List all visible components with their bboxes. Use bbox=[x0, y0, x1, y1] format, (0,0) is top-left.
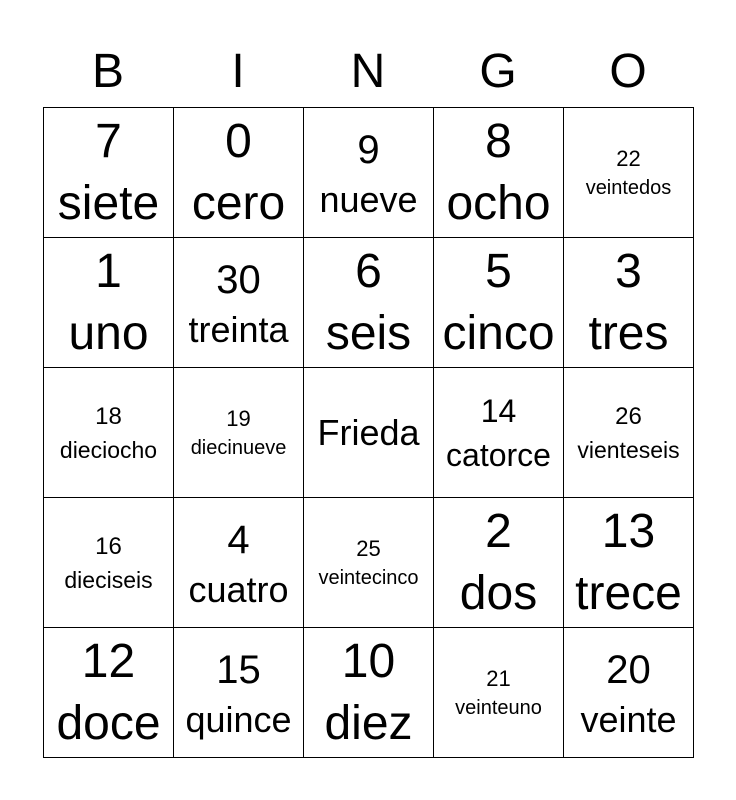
cell-word: dos bbox=[459, 566, 538, 620]
cell-number: 30 bbox=[216, 257, 261, 302]
bingo-cell-b1[interactable] bbox=[44, 108, 174, 238]
header-letter-i: I bbox=[231, 45, 245, 98]
bingo-cell-g3[interactable] bbox=[434, 368, 564, 498]
cell-number: 6 bbox=[355, 244, 382, 298]
cell-word: veintedos bbox=[585, 176, 672, 199]
cell-number: 4 bbox=[227, 517, 250, 562]
free-space-cell[interactable] bbox=[304, 368, 434, 498]
cell-word: cero bbox=[191, 176, 286, 230]
cell-word: trece bbox=[575, 566, 682, 620]
cell-word: nueve bbox=[319, 178, 418, 220]
bingo-cell-i5[interactable] bbox=[174, 628, 304, 758]
bingo-cell-i1[interactable] bbox=[174, 108, 304, 238]
free-space-label: Frieda bbox=[317, 411, 420, 453]
cell-word: treinta bbox=[188, 308, 289, 350]
cell-word: dieciocho bbox=[59, 436, 158, 463]
bingo-board bbox=[43, 107, 694, 758]
cell-word: veinteuno bbox=[455, 696, 542, 719]
cell-number: 15 bbox=[216, 647, 261, 692]
cell-word: doce bbox=[56, 696, 161, 750]
cell-number: 2 bbox=[485, 504, 512, 558]
cell-number: 5 bbox=[485, 244, 512, 298]
header-letter-g: G bbox=[479, 45, 517, 98]
cell-number: 21 bbox=[486, 665, 511, 691]
cell-word: ocho bbox=[446, 176, 551, 230]
cell-word: diecinueve bbox=[190, 436, 287, 459]
cell-number: 9 bbox=[357, 127, 380, 172]
cell-word: uno bbox=[68, 306, 149, 360]
bingo-cell-o2[interactable] bbox=[564, 238, 694, 368]
bingo-header bbox=[43, 40, 693, 104]
cell-number: 10 bbox=[341, 634, 396, 688]
cell-word: cuatro bbox=[188, 568, 289, 610]
cell-number: 8 bbox=[485, 114, 512, 168]
bingo-cell-g2[interactable] bbox=[434, 238, 564, 368]
bingo-cell-o5[interactable] bbox=[564, 628, 694, 758]
cell-word: cinco bbox=[442, 306, 555, 360]
cell-number: 16 bbox=[95, 532, 122, 560]
bingo-cell-n2[interactable] bbox=[304, 238, 434, 368]
header-letter-b: B bbox=[91, 45, 124, 98]
bingo-cell-o3[interactable] bbox=[564, 368, 694, 498]
header-letter-o: O bbox=[609, 45, 647, 98]
bingo-cell-n5[interactable] bbox=[304, 628, 434, 758]
cell-word: vienteseis bbox=[577, 436, 680, 463]
cell-word: tres bbox=[588, 306, 669, 360]
bingo-cell-b3[interactable] bbox=[44, 368, 174, 498]
bingo-cell-o1[interactable] bbox=[564, 108, 694, 238]
cell-number: 13 bbox=[601, 504, 656, 558]
cell-word: seis bbox=[325, 306, 412, 360]
cell-word: siete bbox=[57, 176, 160, 230]
cell-word: quince bbox=[185, 698, 292, 740]
cell-number: 18 bbox=[95, 402, 122, 430]
bingo-cell-g4[interactable] bbox=[434, 498, 564, 628]
cell-number: 22 bbox=[616, 145, 641, 171]
cell-number: 12 bbox=[81, 634, 136, 688]
cell-word: catorce bbox=[446, 436, 551, 473]
bingo-cell-g5[interactable] bbox=[434, 628, 564, 758]
cell-number: 19 bbox=[226, 405, 251, 431]
bingo-cell-n4[interactable] bbox=[304, 498, 434, 628]
cell-number: 7 bbox=[95, 114, 122, 168]
cell-word: veinte bbox=[580, 698, 677, 740]
cell-number: 3 bbox=[615, 244, 642, 298]
cell-number: 25 bbox=[356, 535, 381, 561]
bingo-cell-i2[interactable] bbox=[174, 238, 304, 368]
cell-word: veintecinco bbox=[318, 566, 419, 589]
cell-word: diez bbox=[324, 696, 413, 750]
cell-number: 20 bbox=[606, 647, 651, 692]
bingo-cell-b5[interactable] bbox=[44, 628, 174, 758]
cell-number: 0 bbox=[225, 114, 252, 168]
bingo-cell-o4[interactable] bbox=[564, 498, 694, 628]
bingo-cell-g1[interactable] bbox=[434, 108, 564, 238]
cell-number: 14 bbox=[480, 392, 517, 429]
bingo-cell-b2[interactable] bbox=[44, 238, 174, 368]
bingo-cell-i3[interactable] bbox=[174, 368, 304, 498]
cell-number: 26 bbox=[615, 402, 642, 430]
cell-number: 1 bbox=[95, 244, 122, 298]
bingo-cell-b4[interactable] bbox=[44, 498, 174, 628]
header-letter-n: N bbox=[350, 45, 386, 98]
bingo-cell-n1[interactable] bbox=[304, 108, 434, 238]
cell-word: dieciseis bbox=[64, 566, 153, 593]
bingo-cell-i4[interactable] bbox=[174, 498, 304, 628]
